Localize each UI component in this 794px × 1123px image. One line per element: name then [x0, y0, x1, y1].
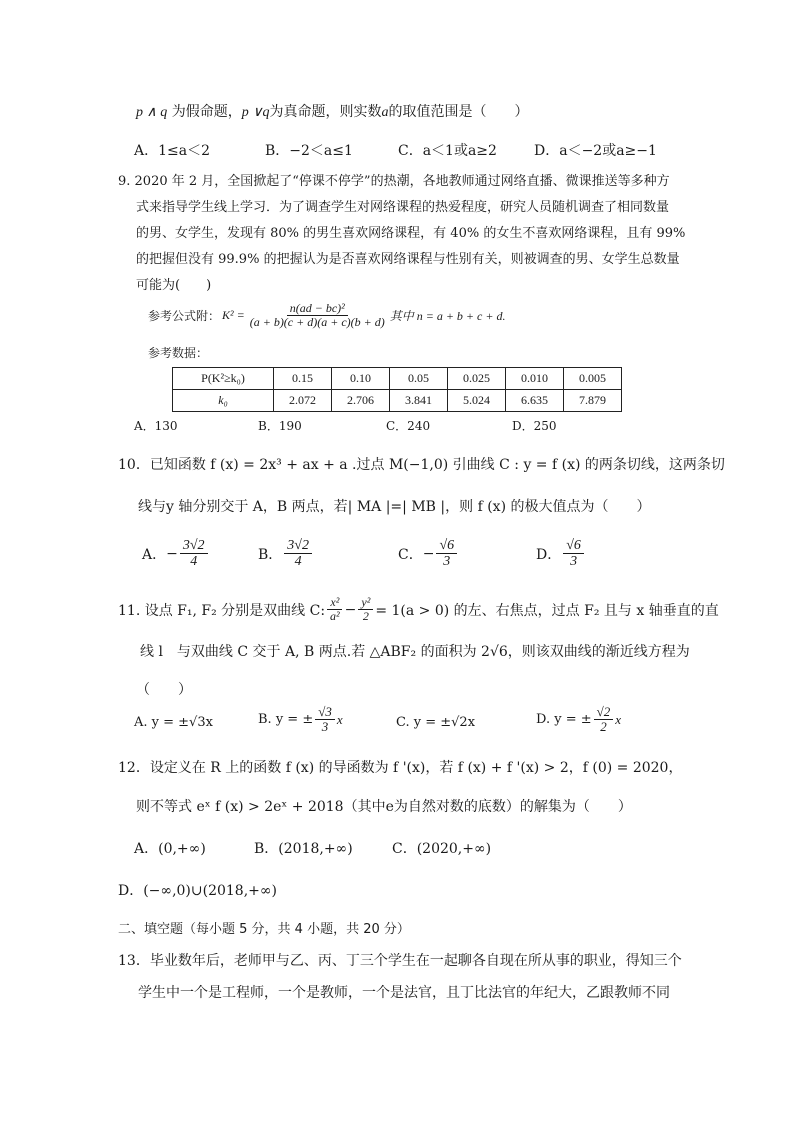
q11-option-d-label: D. y = ±: [536, 712, 592, 728]
q11-option-d[interactable]: [536, 705, 621, 735]
q11-option-b[interactable]: [258, 705, 343, 735]
fraction-denominator: 2: [362, 609, 369, 624]
table-cell: 0.10: [332, 368, 390, 390]
q9-formula: [148, 302, 505, 329]
q9-formula-denominator: (a + b)(c + d)(a + c)(b + d): [249, 315, 385, 330]
q8-expr-or: p ∨q: [241, 105, 270, 120]
q8-option-a[interactable]: A．1≤a＜2: [134, 143, 211, 159]
q10-option-c-label: C．: [398, 546, 423, 563]
q10-option-d-label: D．: [536, 546, 562, 563]
q10-option-c-fraction: [436, 538, 457, 570]
q10-option-b-label: B．: [258, 546, 283, 563]
q9-data-label: 参考数据：: [148, 346, 209, 360]
table-cell: 5.024: [448, 390, 506, 412]
q8-text1: 为假命题，: [167, 104, 242, 120]
table-cell: 0.010: [506, 368, 564, 390]
fraction-denominator: 4: [190, 554, 198, 570]
q12-option-d[interactable]: D．(−∞,0)∪(2018,+∞): [118, 883, 278, 899]
table-row: [173, 368, 622, 390]
q11-option-b-label: B. y = ±: [258, 712, 314, 728]
table-cell: 0.05: [390, 368, 448, 390]
q9-formula-fraction: [247, 302, 388, 329]
q8-text3: 的取值范围是（ ）: [388, 104, 529, 120]
q8-option-b[interactable]: B．−2＜a≤1: [265, 143, 353, 159]
fraction-denominator: 3: [443, 554, 451, 570]
fraction-numerator: 3√2: [284, 538, 312, 554]
fraction-numerator: √6: [436, 538, 457, 554]
q9-line-4: 的把握但没有 99.9% 的把握认为是否喜欢网络课程与性别有关，则被调查的男、女学生总数量: [136, 252, 680, 267]
q12-line-1: 12．设定义在 R 上的函数 f (x) 的导函数为 f '(x)，若 f (x) + f '(x) > 2，f (0) = 2020，: [118, 760, 683, 776]
q11-frac-y: [358, 596, 373, 623]
q12-option-b[interactable]: B．(2018,+∞): [254, 841, 353, 857]
q11-option-b-tail: x: [336, 711, 343, 727]
q10-line-1: 10．已知函数 f (x) = 2x³ + ax + a .过点 M(−1,0) 引曲线 C : y = f (x) 的两条切线，这两条切: [118, 457, 725, 473]
fraction-denominator: a²: [330, 609, 340, 624]
table-cell: 3.841: [390, 390, 448, 412]
q8-text2: 为真命题，则实数: [269, 104, 382, 120]
q10-option-d[interactable]: [536, 538, 586, 570]
q9-option-d[interactable]: D．250: [512, 419, 557, 433]
fraction-numerator: √3: [315, 705, 335, 720]
q11-post: = 1(a > 0) 的左、右焦点，过点 F₂ 且与 x 轴垂直的直: [375, 602, 719, 619]
table-head-cell: k₀: [173, 390, 274, 412]
table-head-cell: P(K²≥k₀): [173, 368, 274, 390]
fraction-numerator: y²: [358, 596, 373, 610]
q9-formula-numerator: n(ad − bc)²: [287, 302, 348, 316]
q9-formula-tail: 其中 n = a + b + c + d.: [389, 309, 506, 324]
q9-line-3: 的男、女学生，发现有 80% 的男生喜欢网络课程，有 40% 的女生不喜欢网络课程，且有 99%: [136, 226, 686, 241]
q9-option-c[interactable]: C．240: [386, 419, 431, 433]
q11-option-d-fraction: [594, 705, 614, 735]
table-cell: 2.072: [274, 390, 332, 412]
fraction-denominator: 3: [570, 554, 578, 570]
table-cell: 2.706: [332, 390, 390, 412]
q11-line-2: 线 l 与双曲线 C 交于 A, B 两点.若 △ABF₂ 的面积为 2√6，则该双曲线的渐近线方程为: [140, 644, 690, 660]
table-cell: 7.879: [564, 390, 622, 412]
q9-formula-lhs: K² =: [222, 308, 245, 323]
q11-option-a[interactable]: A. y = ±√3x: [134, 715, 213, 730]
q9-formula-label: 参考公式附：: [148, 309, 221, 324]
q8-stem: [136, 101, 528, 121]
q10-option-a[interactable]: [142, 538, 210, 570]
q11-option-b-fraction: [315, 705, 335, 735]
table-cell: 6.635: [506, 390, 564, 412]
q8-expr-and: p ∧ q: [136, 105, 168, 120]
table-cell: 0.005: [564, 368, 622, 390]
q12-line-2: 则不等式 eˣ f (x) > 2eˣ + 2018（其中e为自然对数的底数）的解集为（ ）: [136, 799, 632, 815]
q9-line-2: 式来指导学生线上学习．为了调查学生对网络课程的热爱程度，研究人员随机调查了相同数量: [136, 200, 670, 215]
q10-option-b[interactable]: [258, 538, 314, 570]
fraction-numerator: x²: [327, 596, 342, 610]
q10-option-a-label: A．: [142, 546, 167, 563]
q8-var-a: a: [381, 105, 389, 120]
fraction-denominator: 4: [294, 554, 302, 570]
fraction-numerator: √6: [563, 538, 584, 554]
q9-option-b[interactable]: B．190: [258, 419, 302, 433]
section-heading-fill-blank: 二、填空题（每小题 5 分，共 4 小题，共 20 分）: [118, 922, 410, 937]
table-row: [173, 390, 622, 412]
q11-frac-x: [327, 596, 343, 623]
q13-line-2: 学生中一个是工程师，一个是教师，一个是法官，且丁比法官的年纪大，乙跟教师不同: [138, 985, 670, 1001]
table-cell: 0.15: [274, 368, 332, 390]
fraction-numerator: √2: [594, 705, 614, 720]
fraction-numerator: 3√2: [180, 538, 208, 554]
q12-option-a[interactable]: A．(0,+∞): [134, 841, 206, 857]
q11-line-1: [118, 596, 719, 623]
q9-reference-table: [172, 367, 622, 412]
q9-line-5: 可能为( ): [136, 278, 212, 293]
q11-minus: −: [344, 601, 357, 618]
q8-option-d[interactable]: D．a＜−2或a≥−1: [534, 143, 657, 159]
q11-option-d-tail: x: [615, 711, 622, 727]
q9-option-a[interactable]: A．130: [134, 419, 178, 433]
q10-option-c[interactable]: [398, 538, 459, 570]
fraction-denominator: 2: [600, 719, 607, 735]
q10-option-b-fraction: [284, 538, 312, 570]
q8-option-c[interactable]: C．a＜1或a≥2: [398, 143, 497, 159]
q10-option-d-fraction: [563, 538, 584, 570]
q11-pre: 11. 设点 F₁, F₂ 分别是双曲线 C:: [118, 602, 326, 619]
table-cell: 0.025: [448, 368, 506, 390]
q13-line-1: 13．毕业数年后，老师甲与乙、丙、丁三个学生在一起聊各自现在所从事的职业，得知三个: [118, 953, 682, 969]
q10-line-2: 线与y 轴分别交于 A，B 两点，若| MA |=| MB |，则 f (x) 的极大值点为（ ）: [138, 499, 651, 515]
q12-option-c[interactable]: C．(2020,+∞): [392, 841, 492, 857]
q10-option-a-sign: −: [166, 545, 178, 562]
q9-line-1: 9. 2020 年 2 月，全国掀起了“停课不停学”的热潮，各地教师通过网络直播、微课推送等多种方: [118, 174, 670, 189]
fraction-denominator: 3: [321, 719, 329, 735]
q10-option-a-fraction: [180, 538, 208, 570]
q11-line-3: （ ）: [136, 682, 192, 698]
q10-option-c-sign: −: [422, 545, 435, 562]
q11-option-c[interactable]: C. y = ±√2x: [396, 715, 476, 730]
